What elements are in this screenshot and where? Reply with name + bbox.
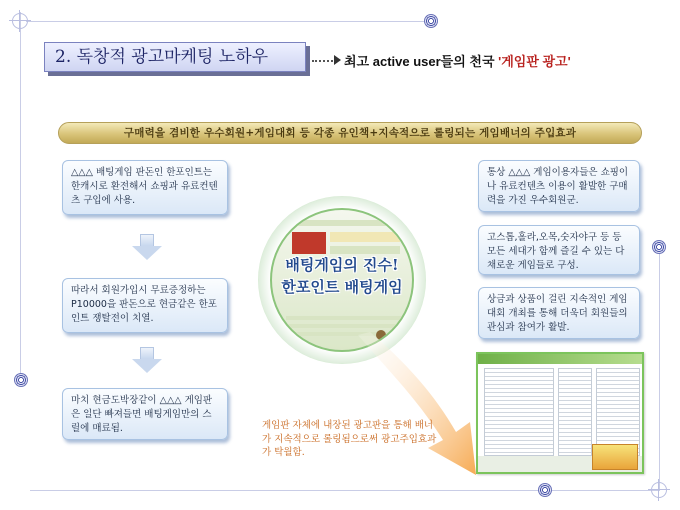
rolling-banner-caption: 게임판 자체에 내장된 광고판을 통해 배너가 지속적으로 롤링됨으로써 광고주입효과가 탁월함. (262, 420, 437, 458)
right-card-1: 통상 △△△ 게임이용자들은 쇼핑이나 유료컨텐츠 이용이 활발한 구매력을 가진 우수회원군. (478, 160, 640, 212)
left-card-3: 마치 현금도박장같이 △△△ 게임판은 일단 빠져들면 배팅게임만의 스릴에 매료됨. (62, 388, 228, 440)
arrow-right-icon (334, 55, 341, 65)
crosshair-bottom-right-icon (648, 479, 670, 501)
spiral-left-icon (14, 373, 28, 387)
left-card-2: 따라서 회원가입시 무료증정하는 P10000을 판돈으로 현금같은 한포인트 쟁탈전이 치열. (62, 278, 228, 333)
thumb-bar-2 (330, 232, 400, 242)
subtitle-highlight: '게임판 광고' (498, 54, 571, 69)
thumb-bar-4 (286, 316, 402, 320)
spiral-bottom-icon (538, 483, 552, 497)
right-rule (659, 250, 660, 490)
game-board-screenshot (476, 352, 644, 474)
page-title: 2. 독창적 광고마케팅 노하우 (44, 42, 306, 72)
circle-headline-2: 한포인트 배팅게임 (281, 278, 403, 296)
thumb-bar-5 (286, 324, 402, 328)
down-arrow-2-icon (132, 347, 162, 373)
thumb-bar-3 (330, 246, 400, 254)
screenshot-list-2 (558, 368, 592, 456)
screenshot-list-1 (484, 368, 554, 456)
page-subtitle (344, 51, 571, 70)
crosshair-top-left-icon (9, 10, 31, 32)
summary-banner: 구매력을 겸비한 우수회원+게임대회 등 각종 유인책+지속적으로 롤링되는 게임배너의 주입효과 (58, 122, 642, 144)
title-connector (312, 60, 336, 62)
screenshot-header (478, 354, 642, 364)
subtitle-prefix: 최고 active user들의 천국 (344, 54, 499, 69)
right-card-3: 상금과 상품이 걸린 지속적인 게임대회 개최를 통해 더욱더 회원들의 관심과 참여가 활발. (478, 287, 640, 339)
left-rule (20, 12, 21, 380)
left-card-1: △△△ 배팅게임 판돈인 한포인트는 한캐시로 환전해서 쇼핑과 유료컨텐츠 구입에 사용. (62, 160, 228, 215)
thumb-bar-1 (282, 220, 406, 226)
spiral-top-icon (424, 14, 438, 28)
bottom-rule (30, 490, 660, 491)
screenshot-banner-ad (592, 444, 638, 470)
circle-headline-1: 배팅게임의 진수! (285, 256, 399, 274)
down-arrow-1-icon (132, 234, 162, 260)
right-card-2: 고스톱,홀라,오목,숫자야구 등 등 모든 세대가 함께 즐길 수 있는 다채로운 게임들로 구성. (478, 225, 640, 275)
top-rule (26, 21, 426, 22)
spiral-right-icon (652, 240, 666, 254)
thumb-red-box (292, 232, 326, 254)
screenshot-list-3 (596, 368, 640, 456)
